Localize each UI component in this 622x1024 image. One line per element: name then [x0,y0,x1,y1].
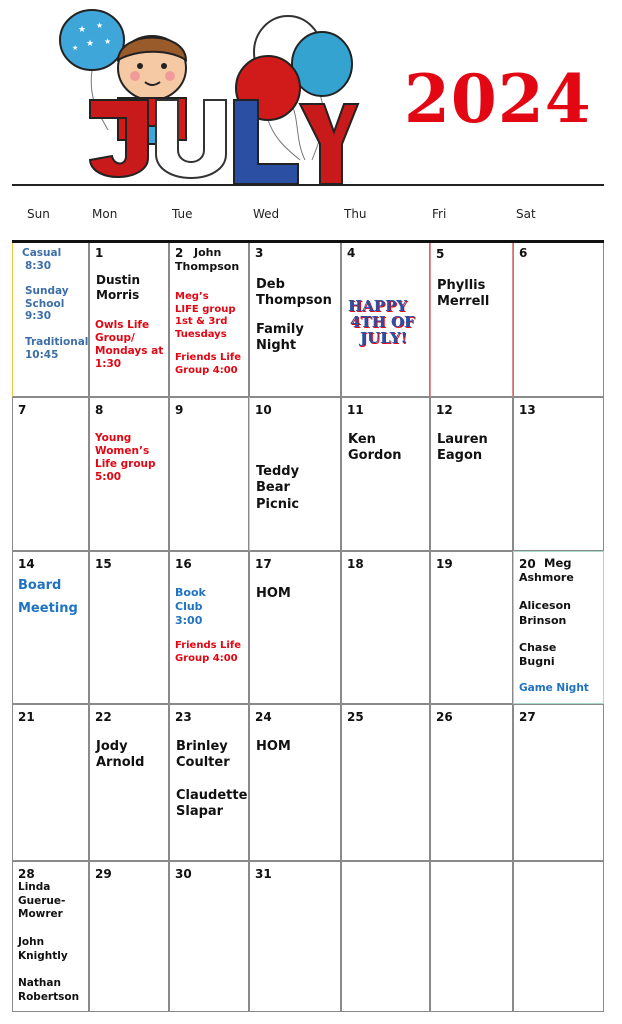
event-chase: Chase [519,640,557,654]
day-number: 9 [175,403,184,417]
event-nathan: Nathan [18,977,61,990]
day-cell-9[interactable] [169,397,249,551]
sunday-school-label-1: Sunday [25,285,69,298]
event-meeting: Meeting [18,601,78,617]
weekday-thu: Thu [344,207,367,221]
event-time-8: 5:00 [95,471,122,484]
day-cell-10[interactable] [249,397,341,551]
event-time: 1:30 [95,358,122,371]
event-morris: Morris [96,288,140,302]
header [0,0,622,186]
event-slapar: Slapar [176,803,224,819]
day-cell-5[interactable] [430,240,513,397]
day-cell-6[interactable] [513,240,604,397]
day-cell-28[interactable] [12,861,89,1012]
letter-y-icon [300,104,358,184]
grid-top-rule [12,240,604,243]
sunday-school-time: 9:30 [25,310,52,323]
day-cell-8[interactable] [89,397,169,551]
day-number: 26 [436,710,453,724]
event-group-4-16: Group 4:00 [175,652,238,664]
event-game-night: Game Night [519,682,589,694]
day-cell-11[interactable] [341,397,430,551]
event-board: Board [18,578,62,593]
day-number: 13 [519,403,536,417]
event-claudette: Claudette [176,787,248,803]
day-number: 30 [175,867,192,881]
day-cell-2[interactable] [169,240,249,397]
day-number: 29 [95,867,112,881]
weekday-wed: Wed [253,207,280,221]
event-owls-life: Owls Life [95,319,150,331]
event-guerue: Guerue- [18,894,66,907]
event-book: Book [175,586,206,599]
calendar-grid [12,240,604,1012]
weekday-mon: Mon [92,207,118,221]
event-arnold: Arnold [96,755,145,771]
day-number: 18 [347,557,364,571]
day-number: 22 [95,710,112,724]
day-number: 5 [436,247,445,261]
day-cell-7[interactable] [12,397,89,551]
day-cell-15[interactable] [89,551,169,704]
event-knightly: Knightly [18,949,68,962]
traditional-time: 10:45 [25,348,59,361]
day-cell-1[interactable] [89,240,169,397]
event-lauren: Lauren [437,432,488,447]
day-cell-23[interactable] [169,704,249,861]
casual-label: Casual [22,247,62,259]
day-cell-empty [341,861,430,1012]
day-cell-3[interactable] [249,240,341,397]
day-number: 2 [175,246,184,260]
event-john-28: John [18,935,45,948]
day-cell-16[interactable] [169,551,249,704]
event-hom-17: HOM [256,586,291,601]
day-number: 25 [347,710,364,724]
event-ashmore: Ashmore [519,571,574,584]
day-number: 20 [519,557,536,571]
event-gordon: Gordon [348,448,402,464]
day-cell-26[interactable] [430,704,513,861]
event-merrell: Merrell [437,294,490,310]
event-time-16: 3:00 [175,613,203,627]
day-cell-31[interactable] [249,861,341,1012]
day-number: 19 [436,557,453,571]
day-number: 12 [436,403,453,417]
day-number: 27 [519,710,536,724]
casual-time: 8:30 [25,259,52,272]
day-cell-25[interactable] [341,704,430,861]
day-number: 15 [95,557,112,571]
day-cell-18[interactable] [341,551,430,704]
event-womens: Women’s [95,445,150,458]
event-linda: Linda [18,881,51,893]
day-number: 14 [18,557,35,571]
event-mondays-at: Mondays at [95,345,164,358]
day-number: 10 [255,403,272,417]
day-number: 11 [347,403,364,417]
event-friends-life-16: Friends Life [175,640,241,651]
event-phyllis: Phyllis [437,278,486,293]
weekday-sun: Sun [27,207,50,221]
day-cell-19[interactable] [430,551,513,704]
event-young: Young [95,432,132,444]
day-number: 31 [255,867,272,881]
event-jody: Jody [96,739,128,754]
day-cell-22[interactable] [89,704,169,861]
event-meg: Meg [544,556,572,570]
event-eagon: Eagon [437,448,483,464]
event-deb-thompson: Thompson [256,293,332,309]
day-number: 28 [18,867,35,881]
event-bugni: Bugni [519,655,555,669]
event-megs: Meg’s [175,291,209,302]
day-cell-17[interactable] [249,551,341,704]
day-cell-empty [430,861,513,1012]
day-number: 7 [18,403,27,417]
day-cell-4[interactable] [341,240,430,397]
day-cell-24[interactable] [249,704,341,861]
day-number: 24 [255,710,272,724]
happy-line-3: JULY! [360,328,408,347]
event-coulter: Coulter [176,755,230,771]
event-1st-3rd: 1st & 3rd [175,316,228,327]
event-teddy: Teddy [256,464,300,479]
happy-4th-of-july-icon [348,299,426,353]
day-cell-12[interactable] [430,397,513,551]
day-number: 17 [255,557,272,571]
light-blue-balloon-icon [292,32,352,96]
event-dustin: Dustin [96,273,141,287]
event-group: Group/ [95,332,135,345]
day-cell-13[interactable] [513,397,604,551]
svg-text:★: ★ [86,39,95,49]
event-thompson: Thompson [175,260,240,273]
day-number: 6 [519,246,528,260]
event-mowrer: Mowrer [18,908,63,921]
event-brinley: Brinley [176,739,228,754]
day-number: 8 [95,403,104,417]
day-number: 16 [175,557,192,571]
event-life-group-8: Life group [95,458,156,471]
event-tuesdays: Tuesdays [175,328,227,340]
day-cell-29[interactable] [89,861,169,1012]
event-family: Family [256,321,304,337]
year-title: 2024 [404,60,592,138]
day-number: 1 [95,246,104,260]
event-picnic: Picnic [256,496,300,512]
day-cell-sunday-info[interactable] [12,240,89,397]
happy-line-1: HAPPY [348,297,408,315]
weekday-sat: Sat [516,207,536,221]
sunday-school-label-2: School [25,297,65,310]
event-hom-24: HOM [256,739,291,754]
weekday-tue: Tue [172,207,193,221]
event-john: John [194,246,222,259]
day-number: 4 [347,246,356,260]
event-bear: Bear [256,480,290,496]
traditional-label: Traditional [25,335,89,348]
day-number: 3 [255,246,264,260]
event-night: Night [256,337,297,353]
day-number: 21 [18,710,35,724]
event-group-4: Group 4:00 [175,364,238,376]
event-friends-life: Friends Life [175,352,241,363]
svg-text:★: ★ [96,21,104,30]
event-deb: Deb [256,277,285,292]
day-cell-14[interactable] [12,551,89,704]
event-robertson: Robertson [18,990,80,1003]
happy-line-2: 4TH OF [350,312,415,331]
svg-text:★: ★ [72,44,79,52]
header-rule [12,184,604,186]
day-cell-27[interactable] [513,704,604,861]
event-ken: Ken [348,432,376,447]
svg-text:★: ★ [78,25,87,35]
letter-u-icon [156,100,226,178]
day-cell-30[interactable] [169,861,249,1012]
svg-text:★: ★ [104,37,112,46]
weekday-fri: Fri [432,207,447,221]
event-club: Club [175,599,203,613]
day-cell-empty [513,861,604,1012]
day-cell-20[interactable] [513,551,604,704]
day-number: 23 [175,710,192,724]
event-brinson: Brinson [519,613,567,627]
event-life-group: LIFE group [175,303,236,315]
day-cell-21[interactable] [12,704,89,861]
event-aliceson: Aliceson [519,599,571,613]
